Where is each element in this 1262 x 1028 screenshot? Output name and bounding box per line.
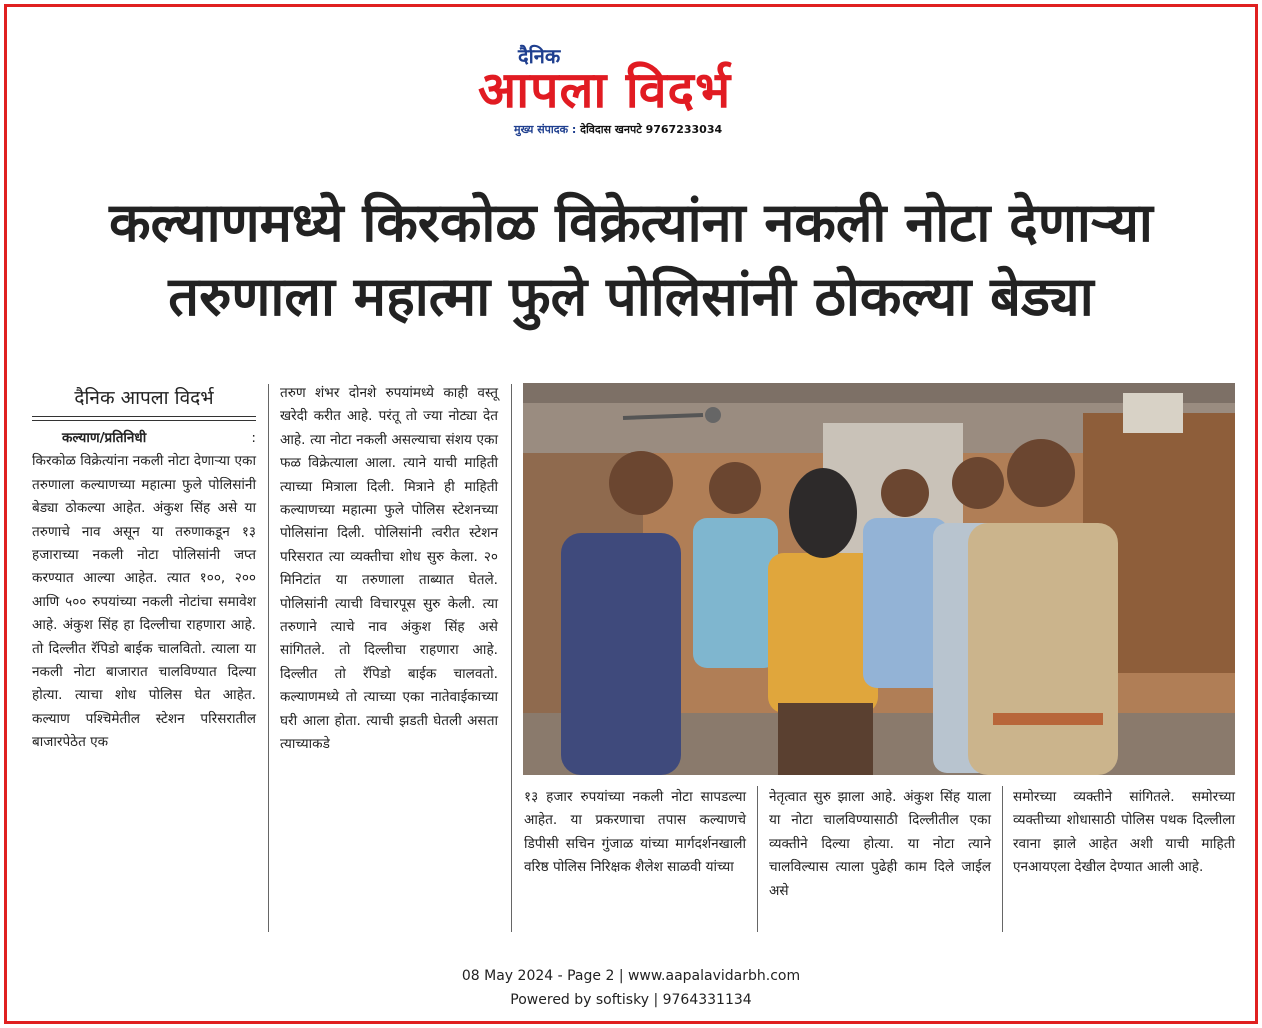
- divider: [32, 420, 256, 421]
- article-column-3: १३ हजार रुपयांच्या नकली नोटा सापडल्या आहेत. या प्रकरणाचा तपास कल्याणचे डिपीसी सचिन गुंजाळ यांच्या मार्गदर्शनखाली वरिष्ठ पोलिस निरिक्षक शैलेश साळवी यांच्या: [524, 789, 746, 876]
- masthead-top-word: दैनिक: [518, 44, 561, 68]
- column-rule: [1002, 786, 1003, 932]
- article-column-1: [32, 384, 256, 755]
- article-column-5: समोरच्या व्यक्तीने सांगितले. समोरच्या व्यक्तीच्या शोधासाठी पोलिस पथक दिल्लीला रवाना झाले आहेत अशी याची माहिती एनआयएला देखील देण्यात आली आहे.: [1013, 789, 1235, 876]
- column-rule: [511, 384, 512, 932]
- footer-date-page: 08 May 2024 - Page 2 | www.aapalavidarbh.com: [461, 968, 801, 984]
- headline-line-2: तरुणाला महात्मा फुले पोलिसांनी ठोकल्या बेड्या: [168, 265, 1094, 328]
- news-photo: [523, 383, 1235, 775]
- article-paragraph-1: किरकोळ विक्रेत्यांना नकली नोटा देणाऱ्या एका तरुणाला कल्याणच्या महात्मा फुले पोलिसांनी बेड्या ठोकल्या आहेत. अंकुश सिंह असे या तरुणाचे नाव असून या तरुणाकडून १३ हजाराच्या नकली नोटा पोलिसांनी जप्त करण्यात आल्या आहेत. त्यात १००, २०० आणि ५०० रुपयांच्या नकली नोटांचा समावेश आहे. अंकुश सिंह हा दिल्लीचा राहणारा आहे. तो दिल्लीत रॅपिडो बाईक चालवितो. त्याला या नकली नोटा बाजारात चालविण्यात दिल्या होत्या. त्याचा शोध पोलिस घेत आहेत. कल्याण पश्चिमेतील स्टेशन परिसरातील बाजारपेठेत एक: [32, 453, 256, 751]
- police-arrest-photo: [523, 383, 1235, 775]
- article-column-2: तरुण शंभर दोनशे रुपयांमध्ये काही वस्तू खरेदी करीत आहे. परंतू तो ज्या नोट्या देत आहे. त्या नोटा नकली असल्याचा संशय एका फळ विक्रेत्याला आला. त्याने याची माहिती त्याच्या मित्राला दिली. मित्राने ही माहिती कल्याणच्या महात्मा फुले पोलिस स्टेशनच्या पोलिसांना दिली. पोलिसांनी त्वरीत स्टेशन परिसरात त्या व्यक्तीचा शोध सुरु केला. २० मिनिटांत या तरुणाला ताब्यात घेतले. पोलिसांनी त्याची विचारपूस सुरु केली. त्या तरुणाने त्याचे नाव अंकुश सिंह असे सांगितले. तो दिल्लीचा राहणारा आहे. दिल्लीत तो रॅपिडो बाईक चालवतो. कल्याणमध्ये तो त्याच्या एका नातेवाईकाच्या घरी आला होता. त्याची झडती घेतली असता त्याच्याकडे: [280, 385, 498, 753]
- column-rule: [268, 384, 269, 932]
- masthead-title: आपला विदर्भ: [478, 61, 732, 119]
- column-rule: [757, 786, 758, 932]
- editor-value: देविदास खनपटे 9767233034: [576, 123, 723, 136]
- article-column-4: नेतृत्वात सुरु झाला आहे. अंकुश सिंह याला या नोटा चालविण्यासाठी दिल्लीतील एका व्यक्तीने दिल्या होत्या. या नोटा त्याने चालविल्यास त्याला पुढेही काम दिले जाईल असे: [769, 789, 991, 899]
- headline: [30, 186, 1232, 334]
- masthead-editor: [514, 122, 722, 137]
- publication-label: दैनिक आपला विदर्भ: [32, 384, 256, 417]
- dateline-separator: :: [251, 430, 256, 446]
- article-text-1: [32, 427, 256, 755]
- headline-line-1: कल्याणमध्ये किरकोळ विक्रेत्यांना नकली नोटा देणाऱ्या: [109, 191, 1153, 254]
- dateline: कल्याण/प्रतिनिधी: [62, 430, 147, 446]
- footer-powered-by: Powered by softisky | 9764331134: [510, 992, 752, 1008]
- masthead: [470, 40, 800, 140]
- page-footer: [0, 964, 1262, 1012]
- editor-label: मुख्य संपादक :: [514, 123, 577, 136]
